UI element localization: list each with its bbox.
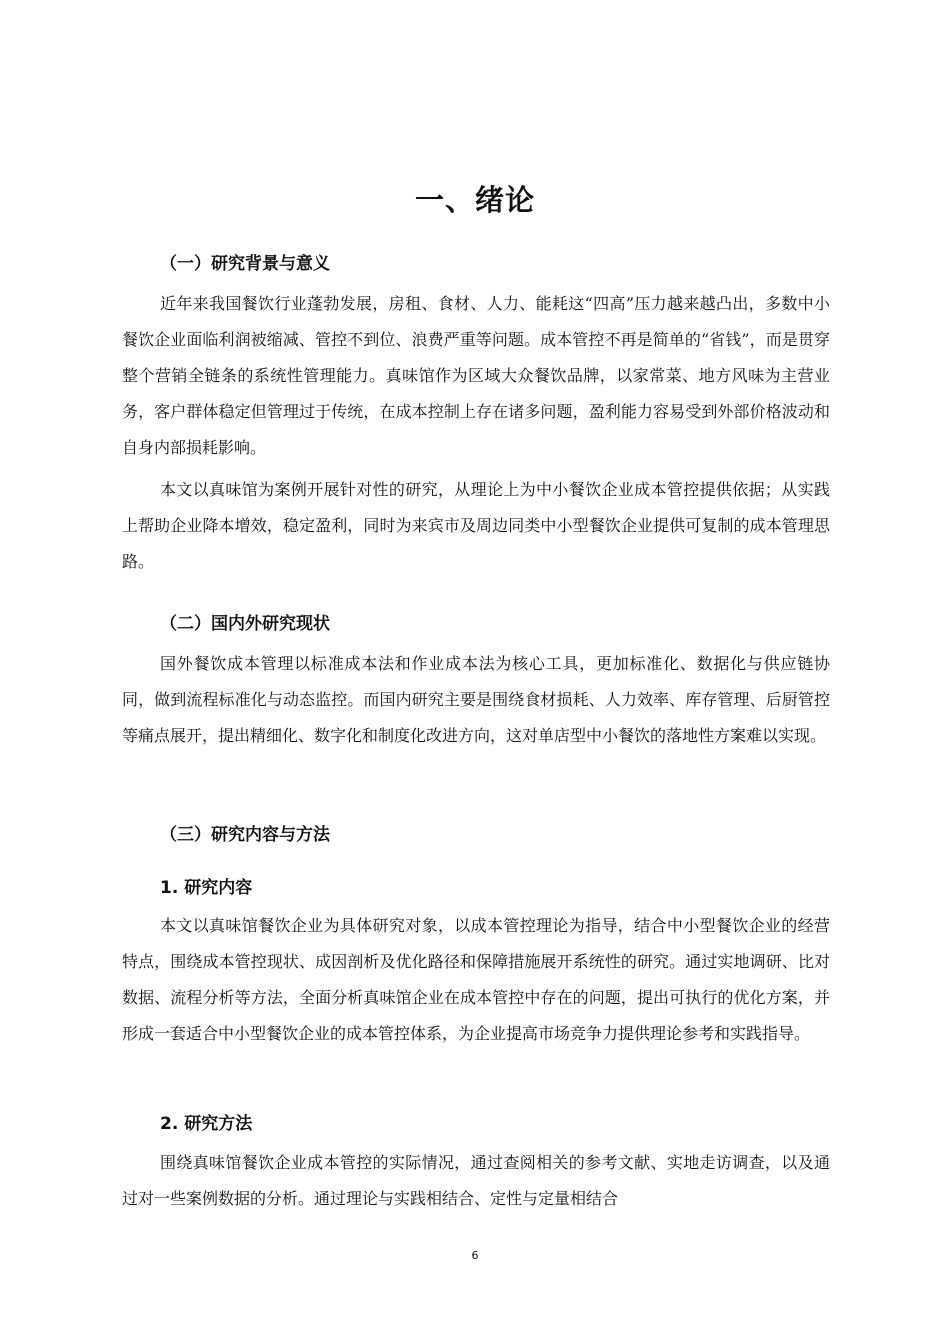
section-heading-content-method: （三）研究内容与方法 (160, 825, 330, 845)
section-heading-status: （二）国内外研究现状 (160, 614, 330, 634)
paragraph-background-2: 本文以真味馆为案例开展针对性的研究，从理论上为中小餐饮企业成本管控提供依据；从实践上帮助企业降本增效，稳定盈利，同时为来宾市及周边同类中小型餐饮企业提供可复制的成本管理思路。 (122, 480, 830, 571)
subsection-heading-method: 2. 研究方法 (160, 1114, 253, 1134)
paragraph-status-1: 国外餐饮成本管理以标准成本法和作业成本法为核心工具，更加标准化、数据化与供应链协同，做到流程标准化与动态监控。而国内研究主要是围绕食材损耗、人力效率、库存管理、后厨管控等痛点展开，提出精细化、数字化和制度化改进方向，这对单店型中小餐饮的落地性方案难以实现。 (122, 654, 830, 745)
section-heading-background: （一）研究背景与意义 (160, 254, 330, 274)
paragraph-content: 本文以真味馆餐饮企业为具体研究对象，以成本管控理论为指导，结合中小型餐饮企业的经营特点，围绕成本管控现状、成因剖析及优化路径和保障措施展开系统性的研究。通过实地调研、比对数据、流程分析等方法，全面分析真味馆企业在成本管控中存在的问题，提出可执行的优化方案，并形成一套适合中小型餐饮企业的成本管控体系，为企业提高市场竞争力提供理论参考和实践指导。 (122, 916, 830, 1043)
subsection-heading-content: 1. 研究内容 (160, 878, 253, 898)
page-number: 6 (471, 1249, 479, 1262)
chapter-title: 一、绪论 (414, 183, 535, 217)
paragraph-background-1: 近年来我国餐饮行业蓬勃发展，房租、食材、人力、能耗这“四高”压力越来越凸出，多数中小餐饮企业面临利润被缩减、管控不到位、浪费严重等问题。成本管控不再是简单的“省钱”，而是贯穿整个营销全链条的系统性管理能力。真味馆作为区域大众餐饮品牌，以家常菜、地方风味为主营业务，客户群体稳定但管理过于传统，在成本控制上存在诸多问题，盈利能力容易受到外部价格波动和自身内部损耗影响。 (122, 294, 830, 457)
paragraph-method: 围绕真味馆餐饮企业成本管控的实际情况，通过查阅相关的参考文献、实地走访调查，以及通过对一些案例数据的分析。通过理论与实践相结合、定性与定量相结合 (122, 1153, 830, 1208)
